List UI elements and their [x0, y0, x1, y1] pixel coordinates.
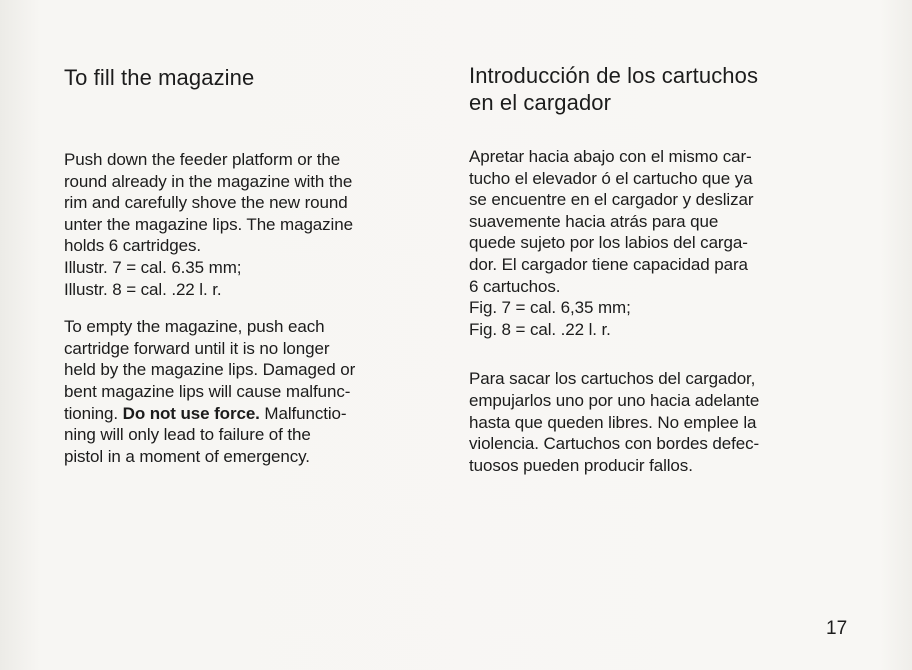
text-line: bent magazine lips will cause malfunc- [64, 381, 351, 401]
english-column [64, 62, 444, 467]
english-heading: To fill the magazine [64, 65, 255, 90]
text-line: ning will only lead to failure of the [64, 425, 311, 445]
text-line: suavemente hacia atrás para que [469, 211, 719, 231]
spanish-heading [469, 62, 859, 116]
text-line: Push down the feeder platform or the [64, 150, 341, 169]
text-line: cartridge forward until it is no longer [64, 338, 330, 358]
english-empty-paragraph [64, 316, 444, 467]
figure-7-caption: Fig. 7 = cal. 6,35 mm; [469, 298, 631, 318]
text-fragment: Malfunctio- [259, 403, 347, 423]
spanish-empty-paragraph [469, 368, 859, 476]
text-line: To empty the magazine, push each [64, 317, 325, 337]
text-line: se encuentre en el cargador y deslizar [469, 190, 754, 210]
text-line: tucho el elevador ó el cartucho que ya [469, 168, 753, 188]
text-line: Para sacar los cartuchos del cargador, [469, 369, 756, 389]
heading-line: en el cargador [469, 90, 612, 115]
text-line: dor. El cargador tiene capacidad para [469, 254, 748, 274]
text-line: hasta que queden libres. No emplee la [469, 412, 757, 432]
text-line: Apretar hacia abajo con el mismo car- [469, 147, 752, 166]
text-line: round already in the magazine with the [64, 171, 353, 191]
text-line: tuosos pueden producir fallos. [469, 455, 693, 475]
page-number: 17 [826, 618, 848, 639]
heading-line: Introducción de los cartuchos [469, 63, 759, 88]
text-line: held by the magazine lips. Damaged or [64, 360, 356, 380]
text-line: violencia. Cartuchos con bordes defec- [469, 434, 760, 454]
illustration-8-caption: Illustr. 8 = cal. .22 l. r. [64, 279, 222, 299]
spanish-column [469, 62, 859, 476]
figure-8-caption: Fig. 8 = cal. .22 l. r. [469, 319, 611, 339]
english-fill-paragraph [64, 149, 444, 300]
text-line: holds 6 cartridges. [64, 236, 202, 256]
text-line: rim and carefully shove the new round [64, 193, 348, 213]
text-line-with-warning [64, 403, 444, 425]
warning-text: Do not use force. [122, 403, 260, 423]
text-line: unter the magazine lips. The magazine [64, 214, 353, 234]
illustration-7-caption: Illustr. 7 = cal. 6.35 mm; [64, 257, 242, 277]
text-line: quede sujeto por los labios del carga- [469, 233, 748, 253]
text-line: pistol in a moment of emergency. [64, 446, 310, 466]
text-line: empujarlos uno por uno hacia adelante [469, 390, 760, 410]
spanish-fill-paragraph [469, 146, 859, 340]
text-fragment: tioning. [64, 403, 123, 423]
text-line: 6 cartuchos. [469, 276, 561, 296]
